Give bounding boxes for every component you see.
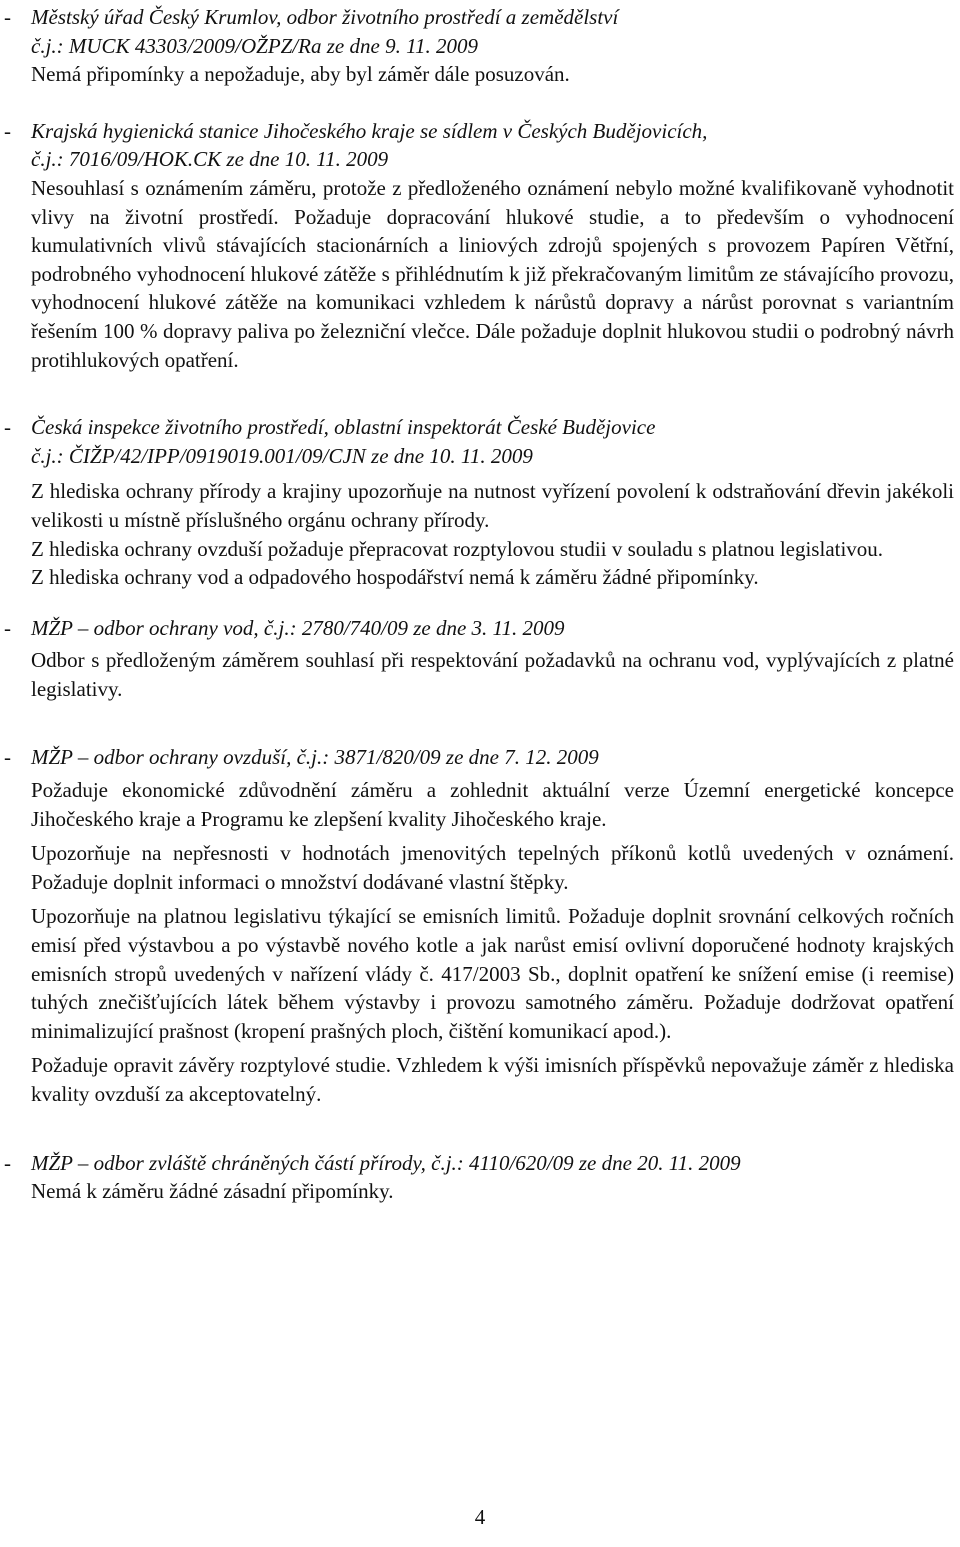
entry-paragraph: Nemá připomínky a nepožaduje, aby byl záměr dále posuzován. (31, 62, 570, 87)
comment-entry (0, 117, 960, 374)
entry-paragraph: Požaduje opravit závěry rozptylové studie. Vzhledem k výši imisních příspěvků nepovažuje záměr z hlediska kvality ovzduší za akceptovatelný. (31, 1053, 954, 1106)
list-dash: - (4, 1150, 11, 1175)
entry-reference: č.j.: ČIŽP/42/IPP/0919019.001/09/CJN ze dne 10. 11. 2009 (31, 443, 533, 468)
entry-paragraph: Požaduje ekonomické zdůvodnění záměru a zohlednit aktuální verze Územní energetické koncepce Jihočeského kraje a Programu ke zlepšení kvality Jihočeského kraje. (31, 778, 954, 831)
list-dash: - (4, 745, 11, 770)
document-page (0, 3, 960, 1206)
entry-paragraph: Nemá k záměru žádné zásadní připomínky. (31, 1179, 394, 1204)
entry-paragraph: Upozorňuje na platnou legislativu týkající se emisních limitů. Požaduje doplnit srovnání celkových ročních emisí před výstavbou a po výstavbě nového kotle a jak narůst emisí ovlivní doporučené hodnoty krajských emisních stropů uvedených v nařízení vlády č. 417/2003 Sb., doplnit opatření ke snížení emise (i reemise) tuhých znečišťujících látek během výstavby i provozu samotného záměru. Požaduje dodržovat opatření minimalizující prašnost (kropení prašných ploch, čištění komunikací apod.). (31, 904, 954, 1043)
entry-authority: MŽP – odbor zvláště chráněných částí přírody, č.j.: 4110/620/09 ze dne 20. 11. 2009 (31, 1150, 741, 1175)
entry-authority: MŽP – odbor ochrany vod, č.j.: 2780/740/09 ze dne 3. 11. 2009 (31, 615, 565, 640)
entry-paragraph: Z hlediska ochrany vod a odpadového hospodářství nemá k záměru žádné připomínky. (31, 565, 759, 590)
entry-paragraph: Nesouhlasí s oznámením záměru, protože z předloženého oznámení nebylo možné kvalifikovaně vyhodnotit vlivy na životní prostředí. Požaduje dopracování hlukové studie, a to především o vyhodnocení kumulativních vlivů stávajících stacionárních a liniových zdrojů spojených s provozem Papíren Větřní, podrobného vyhodnocení hlukové zátěže s přihlédnutím k již překračovaným limitům ze stávajícího provozu, vyhodnocení hlukové zátěže na komunikaci vzhledem k nárůstů dopravy a nárůst porovnat s variantním řešením 100 % dopravy paliva po železniční vlečce. Dále požaduje doplnit hlukovou studii o podrobný návrh protihlukových opatření. (31, 175, 954, 372)
list-dash: - (4, 415, 11, 440)
comment-entry (0, 413, 960, 592)
entry-authority: Krajská hygienická stanice Jihočeského kraje se sídlem v Českých Budějovicích, (31, 118, 708, 143)
entry-paragraph: Z hlediska ochrany ovzduší požaduje přepracovat rozptylovou studii v souladu s platnou legislativou. (31, 536, 884, 561)
list-dash: - (4, 615, 11, 640)
entry-paragraph: Z hlediska ochrany přírody a krajiny upozorňuje na nutnost vyřízení povolení k odstraňování dřevin jakékoli velikosti u místně příslušného orgánu ochrany přírody. (31, 479, 954, 532)
list-dash: - (4, 5, 11, 29)
entry-reference: č.j.: 7016/09/HOK.CK ze dne 10. 11. 2009 (31, 147, 389, 172)
comment-entry (0, 3, 960, 89)
entry-paragraph: Upozorňuje na nepřesnosti v hodnotách jmenovitých tepelných příkonů kotlů uvedených v oznámení. Požaduje doplnit informaci o množství dodávané vlastní štěpky. (31, 841, 954, 894)
comment-entry (0, 1149, 960, 1206)
entry-authority: Česká inspekce životního prostředí, oblastní inspektorát České Budějovice (31, 415, 656, 440)
entry-reference: č.j.: MUCK 43303/2009/OŽPZ/Ra ze dne 9. 11. 2009 (31, 33, 479, 58)
entry-authority: Městský úřad Český Krumlov, odbor životního prostředí a zemědělství (31, 5, 619, 29)
entry-authority: MŽP – odbor ochrany ovzduší, č.j.: 3871/820/09 ze dne 7. 12. 2009 (31, 745, 599, 770)
list-dash: - (4, 118, 11, 143)
comment-entry (0, 614, 960, 704)
comment-entry (0, 743, 960, 1108)
entry-paragraph: Odbor s předloženým záměrem souhlasí při respektování požadavků na ochranu vod, vyplývajících z platné legislativy. (31, 648, 954, 701)
page-number: 4 (474, 1505, 486, 1529)
